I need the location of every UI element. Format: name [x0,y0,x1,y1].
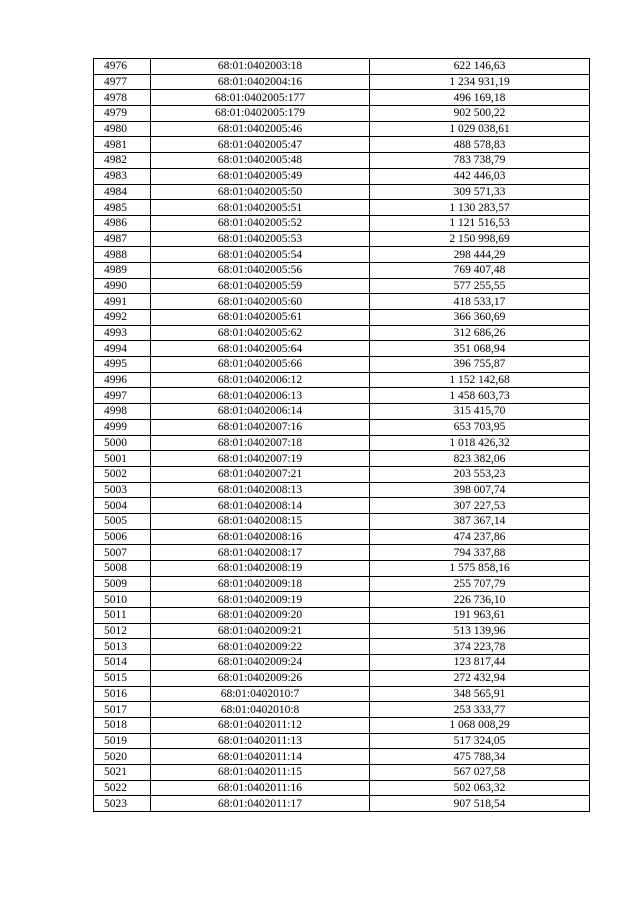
table-row [94,231,590,247]
cadastral-number-cell: 68:01:0402005:48 [151,153,370,169]
cadastral-value-cell: 374 223,78 [370,639,590,655]
cadastral-value-cell: 307 227,53 [370,498,590,514]
row-number-cell: 5021 [94,764,151,780]
row-number-cell: 5012 [94,623,151,639]
row-number-cell: 5004 [94,498,151,514]
cadastral-value-cell: 769 407,48 [370,262,590,278]
cadastral-value-cell: 348 565,91 [370,686,590,702]
cadastral-value-cell: 1 152 142,68 [370,372,590,388]
cadastral-value-cell: 298 444,29 [370,247,590,263]
cadastral-number-cell: 68:01:0402009:21 [151,623,370,639]
row-number-cell: 5022 [94,780,151,796]
row-number-cell: 4977 [94,74,151,90]
cadastral-number-cell: 68:01:0402009:18 [151,576,370,592]
cadastral-number-cell: 68:01:0402005:179 [151,106,370,122]
cadastral-value-cell: 398 007,74 [370,482,590,498]
table-row [94,466,590,482]
cadastral-value-table [93,58,590,812]
table-row [94,294,590,310]
row-number-cell: 4982 [94,153,151,169]
row-number-cell: 4985 [94,200,151,216]
table-row [94,388,590,404]
row-number-cell: 4993 [94,325,151,341]
cadastral-value-cell: 902 500,22 [370,106,590,122]
table-row [94,153,590,169]
cadastral-number-cell: 68:01:0402005:54 [151,247,370,263]
cadastral-value-cell: 1 234 931,19 [370,74,590,90]
cadastral-number-cell: 68:01:0402005:60 [151,294,370,310]
table-row [94,200,590,216]
row-number-cell: 5023 [94,796,151,812]
cadastral-number-cell: 68:01:0402005:66 [151,357,370,373]
cadastral-number-cell: 68:01:0402009:22 [151,639,370,655]
cadastral-value-cell: 823 382,06 [370,451,590,467]
cadastral-value-cell: 255 707,79 [370,576,590,592]
row-number-cell: 5008 [94,561,151,577]
row-number-cell: 4989 [94,262,151,278]
row-number-cell: 4998 [94,404,151,420]
cadastral-number-cell: 68:01:0402005:51 [151,200,370,216]
cadastral-value-cell: 226 736,10 [370,592,590,608]
row-number-cell: 4987 [94,231,151,247]
row-number-cell: 5011 [94,608,151,624]
table-row [94,184,590,200]
row-number-cell: 5013 [94,639,151,655]
cadastral-number-cell: 68:01:0402005:49 [151,168,370,184]
cadastral-value-cell: 488 578,83 [370,137,590,153]
cadastral-number-cell: 68:01:0402006:13 [151,388,370,404]
table-row [94,655,590,671]
table-row [94,545,590,561]
cadastral-number-cell: 68:01:0402006:14 [151,404,370,420]
table-row [94,608,590,624]
cadastral-value-cell: 1 575 858,16 [370,561,590,577]
table-row [94,529,590,545]
table-row [94,372,590,388]
cadastral-value-cell: 567 027,58 [370,764,590,780]
cadastral-number-cell: 68:01:0402008:13 [151,482,370,498]
cadastral-value-cell: 1 121 516,53 [370,215,590,231]
cadastral-value-cell: 1 068 008,29 [370,717,590,733]
table-row [94,670,590,686]
cadastral-value-cell: 191 963,61 [370,608,590,624]
table-row [94,59,590,75]
cadastral-number-cell: 68:01:0402010:8 [151,702,370,718]
cadastral-value-cell: 474 237,86 [370,529,590,545]
cadastral-value-cell: 418 533,17 [370,294,590,310]
table-row [94,404,590,420]
cadastral-number-cell: 68:01:0402005:64 [151,341,370,357]
cadastral-number-cell: 68:01:0402005:46 [151,121,370,137]
cadastral-value-cell: 577 255,55 [370,278,590,294]
row-number-cell: 5006 [94,529,151,545]
row-number-cell: 4988 [94,247,151,263]
row-number-cell: 4991 [94,294,151,310]
table-row [94,749,590,765]
cadastral-number-cell: 68:01:0402011:13 [151,733,370,749]
cadastral-number-cell: 68:01:0402009:19 [151,592,370,608]
table-row [94,357,590,373]
table-row [94,74,590,90]
cadastral-value-cell: 123 817,44 [370,655,590,671]
cadastral-value-cell: 2 150 998,69 [370,231,590,247]
cadastral-value-cell: 253 333,77 [370,702,590,718]
cadastral-number-cell: 68:01:0402008:19 [151,561,370,577]
row-number-cell: 5010 [94,592,151,608]
cadastral-number-cell: 68:01:0402011:14 [151,749,370,765]
row-number-cell: 4986 [94,215,151,231]
table-row [94,215,590,231]
table-row [94,717,590,733]
row-number-cell: 5002 [94,466,151,482]
cadastral-value-cell: 1 018 426,32 [370,435,590,451]
row-number-cell: 4981 [94,137,151,153]
cadastral-number-cell: 68:01:0402005:61 [151,310,370,326]
row-number-cell: 5016 [94,686,151,702]
cadastral-value-cell: 502 063,32 [370,780,590,796]
cadastral-value-cell: 622 146,63 [370,59,590,75]
row-number-cell: 5005 [94,513,151,529]
row-number-cell: 5020 [94,749,151,765]
row-number-cell: 4999 [94,419,151,435]
cadastral-value-cell: 513 139,96 [370,623,590,639]
row-number-cell: 5000 [94,435,151,451]
cadastral-value-cell: 496 169,18 [370,90,590,106]
table-row [94,482,590,498]
table-row [94,325,590,341]
row-number-cell: 4980 [94,121,151,137]
row-number-cell: 4994 [94,341,151,357]
cadastral-number-cell: 68:01:0402009:26 [151,670,370,686]
table-row [94,592,590,608]
cadastral-number-cell: 68:01:0402007:21 [151,466,370,482]
cadastral-number-cell: 68:01:0402006:12 [151,372,370,388]
table-row [94,247,590,263]
table-row [94,764,590,780]
cadastral-value-cell: 1 029 038,61 [370,121,590,137]
row-number-cell: 4995 [94,357,151,373]
cadastral-number-cell: 68:01:0402008:14 [151,498,370,514]
cadastral-number-cell: 68:01:0402005:56 [151,262,370,278]
row-number-cell: 5003 [94,482,151,498]
cadastral-number-cell: 68:01:0402005:52 [151,215,370,231]
cadastral-value-cell: 783 738,79 [370,153,590,169]
table-row [94,262,590,278]
cadastral-value-cell: 315 415,70 [370,404,590,420]
cadastral-value-cell: 653 703,95 [370,419,590,435]
cadastral-value-cell: 272 432,94 [370,670,590,686]
row-number-cell: 4997 [94,388,151,404]
cadastral-value-cell: 907 518,54 [370,796,590,812]
table-row [94,137,590,153]
cadastral-value-cell: 1 130 283,57 [370,200,590,216]
cadastral-number-cell: 68:01:0402008:16 [151,529,370,545]
row-number-cell: 5001 [94,451,151,467]
row-number-cell: 4990 [94,278,151,294]
table-row [94,686,590,702]
cadastral-number-cell: 68:01:0402007:16 [151,419,370,435]
row-number-cell: 4992 [94,310,151,326]
cadastral-number-cell: 68:01:0402007:18 [151,435,370,451]
row-number-cell: 5007 [94,545,151,561]
row-number-cell: 4976 [94,59,151,75]
table-row [94,106,590,122]
table-row [94,435,590,451]
table-row [94,733,590,749]
cadastral-number-cell: 68:01:0402011:15 [151,764,370,780]
cadastral-value-cell: 387 367,14 [370,513,590,529]
table-body [94,59,590,812]
table-row [94,513,590,529]
row-number-cell: 4979 [94,106,151,122]
cadastral-number-cell: 68:01:0402005:50 [151,184,370,200]
cadastral-number-cell: 68:01:0402008:15 [151,513,370,529]
cadastral-value-cell: 794 337,88 [370,545,590,561]
row-number-cell: 5015 [94,670,151,686]
row-number-cell: 4996 [94,372,151,388]
cadastral-number-cell: 68:01:0402009:20 [151,608,370,624]
cadastral-number-cell: 68:01:0402009:24 [151,655,370,671]
cadastral-value-cell: 366 360,69 [370,310,590,326]
cadastral-value-cell: 203 553,23 [370,466,590,482]
cadastral-value-cell: 309 571,33 [370,184,590,200]
cadastral-value-cell: 442 446,03 [370,168,590,184]
table-row [94,498,590,514]
cadastral-number-cell: 68:01:0402003:18 [151,59,370,75]
cadastral-number-cell: 68:01:0402007:19 [151,451,370,467]
cadastral-number-cell: 68:01:0402011:12 [151,717,370,733]
cadastral-value-cell: 396 755,87 [370,357,590,373]
cadastral-number-cell: 68:01:0402008:17 [151,545,370,561]
cadastral-number-cell: 68:01:0402011:16 [151,780,370,796]
table-row [94,278,590,294]
cadastral-number-cell: 68:01:0402005:53 [151,231,370,247]
cadastral-number-cell: 68:01:0402004:16 [151,74,370,90]
cadastral-number-cell: 68:01:0402005:47 [151,137,370,153]
row-number-cell: 5018 [94,717,151,733]
cadastral-number-cell: 68:01:0402005:62 [151,325,370,341]
row-number-cell: 5014 [94,655,151,671]
cadastral-number-cell: 68:01:0402005:59 [151,278,370,294]
table-row [94,121,590,137]
table-row [94,623,590,639]
table-row [94,451,590,467]
table-row [94,780,590,796]
table-row [94,796,590,812]
row-number-cell: 5009 [94,576,151,592]
table-row [94,168,590,184]
row-number-cell: 4983 [94,168,151,184]
table-row [94,576,590,592]
table-row [94,341,590,357]
cadastral-value-cell: 351 068,94 [370,341,590,357]
table-row [94,561,590,577]
table-row [94,419,590,435]
cadastral-value-cell: 475 788,34 [370,749,590,765]
row-number-cell: 5019 [94,733,151,749]
cadastral-value-cell: 517 324,05 [370,733,590,749]
cadastral-number-cell: 68:01:0402010:7 [151,686,370,702]
table-row [94,310,590,326]
row-number-cell: 4978 [94,90,151,106]
table-row [94,702,590,718]
cadastral-number-cell: 68:01:0402005:177 [151,90,370,106]
row-number-cell: 5017 [94,702,151,718]
table-row [94,639,590,655]
table-row [94,90,590,106]
cadastral-value-cell: 1 458 603,73 [370,388,590,404]
cadastral-number-cell: 68:01:0402011:17 [151,796,370,812]
cadastral-value-cell: 312 686,26 [370,325,590,341]
row-number-cell: 4984 [94,184,151,200]
